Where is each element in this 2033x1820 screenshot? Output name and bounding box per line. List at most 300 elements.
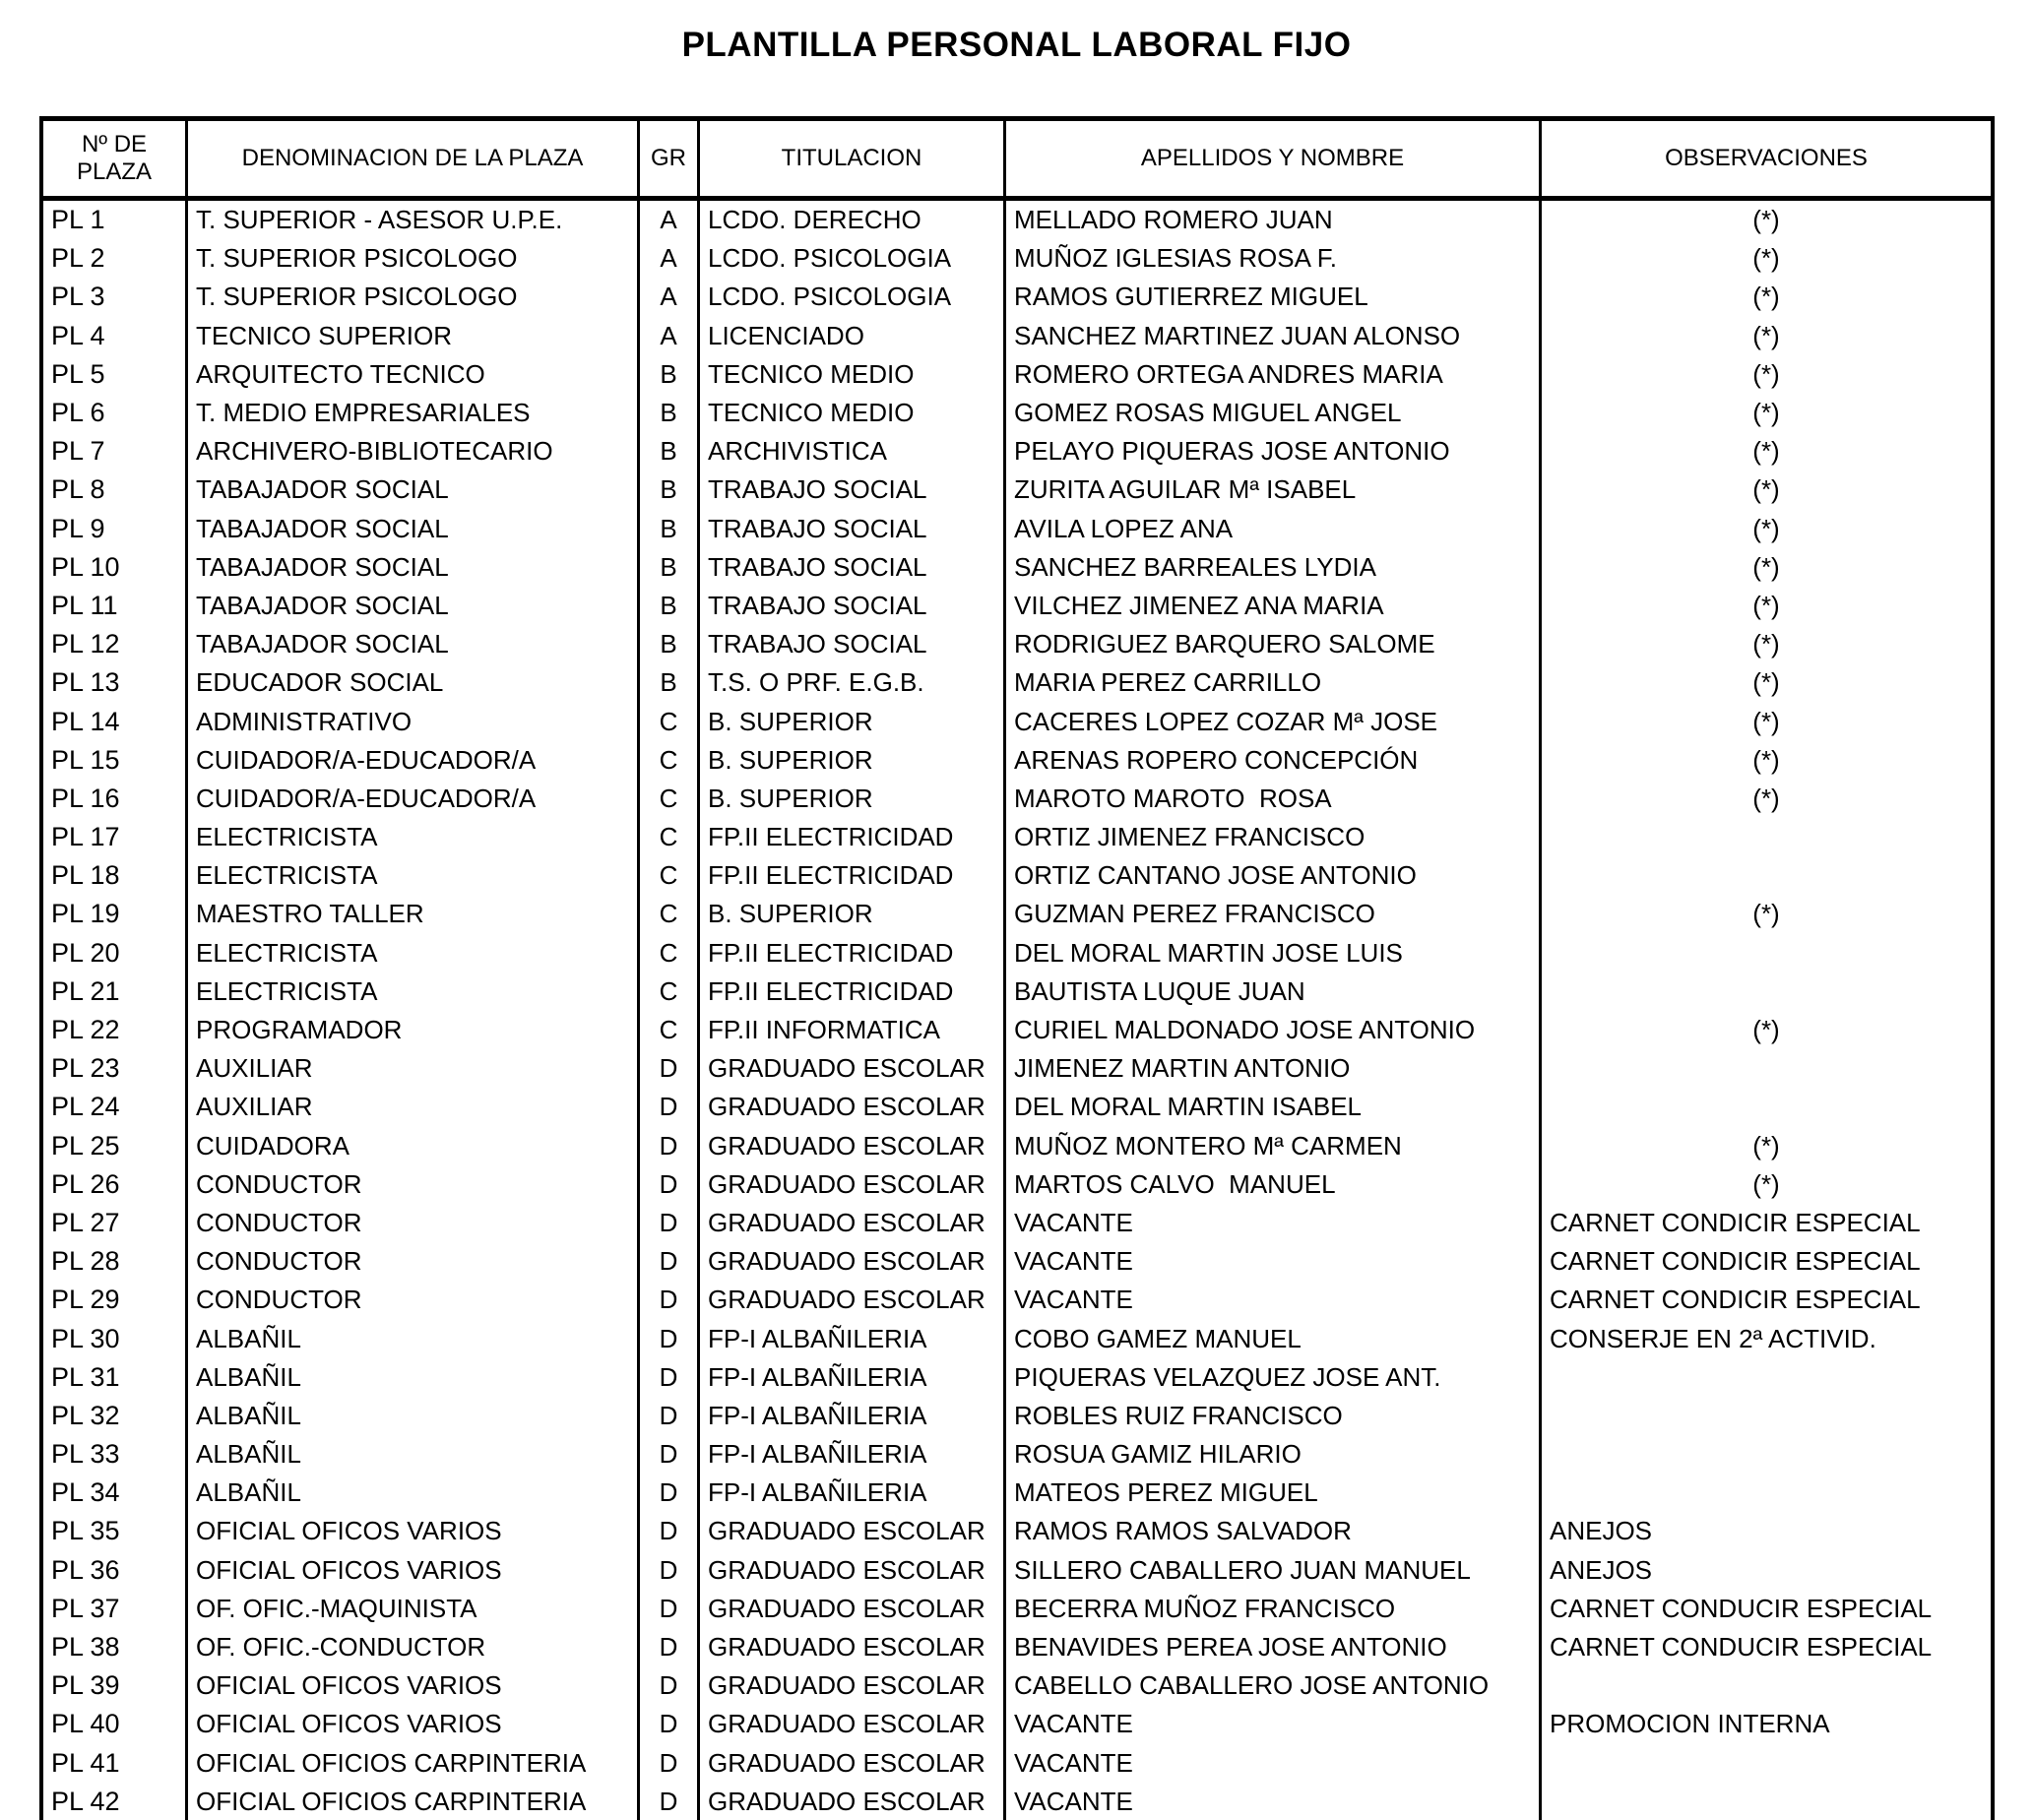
cell-nombre: ARENAS ROPERO CONCEPCIÓN <box>1006 741 1542 780</box>
cell-observaciones <box>1542 934 1991 973</box>
cell-nombre: COBO GAMEZ MANUEL <box>1006 1319 1542 1357</box>
cell-observaciones <box>1542 1666 1991 1705</box>
cell-titulacion: LCDO. DERECHO <box>700 201 1006 239</box>
table-row <box>43 1011 1991 1049</box>
cell-plaza: PL 24 <box>43 1088 188 1126</box>
cell-nombre: MUÑOZ MONTERO Mª CARMEN <box>1006 1127 1542 1165</box>
cell-nombre: SANCHEZ MARTINEZ JUAN ALONSO <box>1006 317 1542 355</box>
cell-plaza: PL 36 <box>43 1551 188 1590</box>
staff-table <box>39 116 1995 1820</box>
cell-nombre: PELAYO PIQUERAS JOSE ANTONIO <box>1006 432 1542 471</box>
table-row <box>43 1666 1991 1705</box>
cell-plaza: PL 7 <box>43 432 188 471</box>
cell-gr: D <box>640 1049 700 1088</box>
table-row <box>43 1165 1991 1204</box>
cell-denominacion: CONDUCTOR <box>188 1204 640 1242</box>
cell-titulacion: B. SUPERIOR <box>700 780 1006 818</box>
cell-denominacion: OFICIAL OFICIOS CARPINTERIA <box>188 1744 640 1783</box>
cell-observaciones: (*) <box>1752 629 1780 659</box>
table-row <box>43 818 1991 856</box>
cell-denominacion: PROGRAMADOR <box>188 1011 640 1049</box>
cell-denominacion: OF. OFIC.-CONDUCTOR <box>188 1628 640 1666</box>
cell-denominacion: CUIDADORA <box>188 1127 640 1165</box>
cell-observaciones <box>1542 1783 1991 1820</box>
cell-nombre: RODRIGUEZ BARQUERO SALOME <box>1006 625 1542 663</box>
table-row <box>43 1705 1991 1743</box>
cell-gr: D <box>640 1242 700 1281</box>
cell-titulacion: FP.II INFORMATICA <box>700 1011 1006 1049</box>
cell-denominacion: CUIDADOR/A-EDUCADOR/A <box>188 741 640 780</box>
cell-plaza: PL 25 <box>43 1127 188 1165</box>
table-row <box>43 355 1991 394</box>
cell-nombre: VACANTE <box>1006 1281 1542 1319</box>
cell-titulacion: TRABAJO SOCIAL <box>700 471 1006 509</box>
table-row <box>43 510 1991 548</box>
cell-titulacion: TECNICO MEDIO <box>700 355 1006 394</box>
cell-gr: B <box>640 394 700 432</box>
cell-gr: D <box>640 1590 700 1628</box>
table-row <box>43 1281 1991 1319</box>
cell-gr: B <box>640 625 700 663</box>
cell-titulacion: GRADUADO ESCOLAR <box>700 1165 1006 1204</box>
cell-titulacion: B. SUPERIOR <box>700 741 1006 780</box>
cell-plaza: PL 1 <box>43 201 188 239</box>
cell-nombre: BAUTISTA LUQUE JUAN <box>1006 973 1542 1011</box>
cell-nombre: VACANTE <box>1006 1204 1542 1242</box>
cell-denominacion: CONDUCTOR <box>188 1281 640 1319</box>
cell-titulacion: GRADUADO ESCOLAR <box>700 1666 1006 1705</box>
cell-gr: C <box>640 934 700 973</box>
table-row <box>43 856 1991 895</box>
cell-observaciones: CONSERJE EN 2ª ACTIVID. <box>1550 1323 1876 1353</box>
page-title: PLANTILLA PERSONAL LABORAL FIJO <box>681 26 1352 64</box>
cell-denominacion: OFICIAL OFICOS VARIOS <box>188 1705 640 1743</box>
cell-observaciones <box>1542 856 1991 895</box>
cell-nombre: ROSUA GAMIZ HILARIO <box>1006 1435 1542 1474</box>
cell-observaciones: (*) <box>1752 513 1780 543</box>
cell-nombre: RAMOS RAMOS SALVADOR <box>1006 1512 1542 1550</box>
table-row <box>43 1319 1991 1357</box>
cell-gr: B <box>640 663 700 702</box>
cell-denominacion: ELECTRICISTA <box>188 934 640 973</box>
cell-gr: D <box>640 1551 700 1590</box>
column-header-plaza: Nº DE PLAZA <box>43 121 188 196</box>
cell-observaciones: (*) <box>1752 282 1780 312</box>
cell-plaza: PL 38 <box>43 1628 188 1666</box>
cell-nombre: GUZMAN PEREZ FRANCISCO <box>1006 895 1542 933</box>
cell-nombre: MARIA PEREZ CARRILLO <box>1006 663 1542 702</box>
cell-denominacion: OFICIAL OFICIOS CARPINTERIA <box>188 1783 640 1820</box>
cell-gr: A <box>640 317 700 355</box>
cell-gr: A <box>640 201 700 239</box>
cell-titulacion: GRADUADO ESCOLAR <box>700 1628 1006 1666</box>
cell-titulacion: FP.II ELECTRICIDAD <box>700 973 1006 1011</box>
cell-plaza: PL 34 <box>43 1474 188 1512</box>
cell-observaciones: (*) <box>1752 398 1780 428</box>
cell-gr: A <box>640 239 700 278</box>
cell-plaza: PL 42 <box>43 1783 188 1820</box>
cell-nombre: MAROTO MAROTO ROSA <box>1006 780 1542 818</box>
table-row <box>43 973 1991 1011</box>
cell-denominacion: TABAJADOR SOCIAL <box>188 471 640 509</box>
table-row <box>43 471 1991 509</box>
cell-titulacion: LCDO. PSICOLOGIA <box>700 278 1006 316</box>
cell-nombre: SANCHEZ BARREALES LYDIA <box>1006 548 1542 587</box>
table-row <box>43 1628 1991 1666</box>
cell-denominacion: ELECTRICISTA <box>188 856 640 895</box>
cell-denominacion: TABAJADOR SOCIAL <box>188 587 640 625</box>
cell-observaciones: (*) <box>1752 590 1780 620</box>
table-row <box>43 1551 1991 1590</box>
cell-plaza: PL 37 <box>43 1590 188 1628</box>
cell-nombre: CACERES LOPEZ COZAR Mª JOSE <box>1006 702 1542 740</box>
cell-observaciones <box>1542 1049 1991 1088</box>
cell-titulacion: GRADUADO ESCOLAR <box>700 1705 1006 1743</box>
cell-observaciones: CARNET CONDICIR ESPECIAL <box>1550 1207 1921 1237</box>
cell-gr: C <box>640 818 700 856</box>
cell-observaciones: CARNET CONDUCIR ESPECIAL <box>1550 1593 1933 1623</box>
cell-titulacion: GRADUADO ESCOLAR <box>700 1204 1006 1242</box>
cell-gr: B <box>640 432 700 471</box>
cell-plaza: PL 2 <box>43 239 188 278</box>
cell-titulacion: TRABAJO SOCIAL <box>700 548 1006 587</box>
cell-titulacion: GRADUADO ESCOLAR <box>700 1512 1006 1550</box>
cell-nombre: ORTIZ JIMENEZ FRANCISCO <box>1006 818 1542 856</box>
table-row <box>43 278 1991 316</box>
cell-observaciones: PROMOCION INTERNA <box>1550 1709 1830 1739</box>
cell-nombre: MELLADO ROMERO JUAN <box>1006 201 1542 239</box>
cell-plaza: PL 17 <box>43 818 188 856</box>
cell-titulacion: FP-I ALBAÑILERIA <box>700 1474 1006 1512</box>
cell-gr: D <box>640 1666 700 1705</box>
cell-observaciones: ANEJOS <box>1550 1516 1653 1546</box>
cell-observaciones: CARNET CONDICIR ESPECIAL <box>1550 1285 1921 1315</box>
cell-nombre: GOMEZ ROSAS MIGUEL ANGEL <box>1006 394 1542 432</box>
cell-gr: D <box>640 1358 700 1397</box>
cell-denominacion: ELECTRICISTA <box>188 818 640 856</box>
cell-plaza: PL 5 <box>43 355 188 394</box>
cell-titulacion: GRADUADO ESCOLAR <box>700 1127 1006 1165</box>
cell-nombre: MATEOS PEREZ MIGUEL <box>1006 1474 1542 1512</box>
cell-gr: D <box>640 1744 700 1783</box>
table-row <box>43 317 1991 355</box>
cell-observaciones <box>1542 1358 1991 1397</box>
cell-gr: B <box>640 471 700 509</box>
cell-observaciones <box>1542 973 1991 1011</box>
table-row <box>43 934 1991 973</box>
cell-gr: D <box>640 1127 700 1165</box>
cell-plaza: PL 16 <box>43 780 188 818</box>
cell-gr: B <box>640 355 700 394</box>
cell-plaza: PL 41 <box>43 1744 188 1783</box>
cell-gr: D <box>640 1705 700 1743</box>
cell-denominacion: OFICIAL OFICOS VARIOS <box>188 1666 640 1705</box>
cell-nombre: DEL MORAL MARTIN JOSE LUIS <box>1006 934 1542 973</box>
cell-observaciones: (*) <box>1752 436 1780 467</box>
cell-gr: D <box>640 1165 700 1204</box>
cell-observaciones: CARNET CONDUCIR ESPECIAL <box>1550 1632 1933 1663</box>
table-row <box>43 702 1991 740</box>
cell-nombre: ORTIZ CANTANO JOSE ANTONIO <box>1006 856 1542 895</box>
cell-nombre: CABELLO CABALLERO JOSE ANTONIO <box>1006 1666 1542 1705</box>
cell-observaciones: (*) <box>1752 1130 1780 1161</box>
cell-plaza: PL 11 <box>43 587 188 625</box>
cell-titulacion: B. SUPERIOR <box>700 895 1006 933</box>
cell-titulacion: FP.II ELECTRICIDAD <box>700 856 1006 895</box>
cell-nombre: CURIEL MALDONADO JOSE ANTONIO <box>1006 1011 1542 1049</box>
cell-gr: C <box>640 973 700 1011</box>
cell-titulacion: FP-I ALBAÑILERIA <box>700 1435 1006 1474</box>
cell-gr: C <box>640 895 700 933</box>
cell-titulacion: FP-I ALBAÑILERIA <box>700 1397 1006 1435</box>
cell-titulacion: FP.II ELECTRICIDAD <box>700 934 1006 973</box>
cell-plaza: PL 30 <box>43 1319 188 1357</box>
cell-denominacion: AUXILIAR <box>188 1088 640 1126</box>
column-header-denominacion: DENOMINACION DE LA PLAZA <box>188 121 640 196</box>
table-row <box>43 548 1991 587</box>
cell-nombre: SILLERO CABALLERO JUAN MANUEL <box>1006 1551 1542 1590</box>
table-row <box>43 1474 1991 1512</box>
cell-denominacion: MAESTRO TALLER <box>188 895 640 933</box>
cell-gr: D <box>640 1435 700 1474</box>
cell-gr: D <box>640 1474 700 1512</box>
cell-gr: D <box>640 1204 700 1242</box>
column-header-titulacion: TITULACION <box>700 121 1006 196</box>
cell-titulacion: GRADUADO ESCOLAR <box>700 1049 1006 1088</box>
cell-nombre: ROMERO ORTEGA ANDRES MARIA <box>1006 355 1542 394</box>
cell-gr: C <box>640 1011 700 1049</box>
table-row <box>43 1127 1991 1165</box>
cell-denominacion: TABAJADOR SOCIAL <box>188 548 640 587</box>
cell-titulacion: FP-I ALBAÑILERIA <box>700 1319 1006 1357</box>
cell-observaciones: (*) <box>1752 783 1780 813</box>
cell-nombre: VACANTE <box>1006 1744 1542 1783</box>
cell-plaza: PL 14 <box>43 702 188 740</box>
cell-observaciones: (*) <box>1752 551 1780 582</box>
cell-gr: B <box>640 587 700 625</box>
cell-denominacion: T. MEDIO EMPRESARIALES <box>188 394 640 432</box>
cell-denominacion: ALBAÑIL <box>188 1474 640 1512</box>
cell-plaza: PL 8 <box>43 471 188 509</box>
cell-titulacion: TRABAJO SOCIAL <box>700 587 1006 625</box>
cell-nombre: JIMENEZ MARTIN ANTONIO <box>1006 1049 1542 1088</box>
cell-titulacion: FP-I ALBAÑILERIA <box>700 1358 1006 1397</box>
table-row <box>43 780 1991 818</box>
cell-plaza: PL 27 <box>43 1204 188 1242</box>
cell-plaza: PL 3 <box>43 278 188 316</box>
cell-denominacion: CONDUCTOR <box>188 1242 640 1281</box>
cell-gr: C <box>640 780 700 818</box>
cell-denominacion: ALBAÑIL <box>188 1358 640 1397</box>
cell-observaciones: (*) <box>1752 1015 1780 1045</box>
cell-denominacion: ALBAÑIL <box>188 1435 640 1474</box>
table-row <box>43 625 1991 663</box>
cell-titulacion: TECNICO MEDIO <box>700 394 1006 432</box>
cell-plaza: PL 9 <box>43 510 188 548</box>
cell-denominacion: TABAJADOR SOCIAL <box>188 625 640 663</box>
cell-titulacion: T.S. O PRF. E.G.B. <box>700 663 1006 702</box>
cell-nombre: VACANTE <box>1006 1242 1542 1281</box>
cell-observaciones: (*) <box>1752 667 1780 698</box>
table-row <box>43 1242 1991 1281</box>
cell-observaciones: (*) <box>1752 358 1780 389</box>
cell-plaza: PL 6 <box>43 394 188 432</box>
cell-denominacion: OF. OFIC.-MAQUINISTA <box>188 1590 640 1628</box>
cell-gr: D <box>640 1319 700 1357</box>
cell-plaza: PL 35 <box>43 1512 188 1550</box>
cell-plaza: PL 19 <box>43 895 188 933</box>
cell-plaza: PL 21 <box>43 973 188 1011</box>
cell-nombre: RAMOS GUTIERREZ MIGUEL <box>1006 278 1542 316</box>
cell-plaza: PL 33 <box>43 1435 188 1474</box>
cell-nombre: DEL MORAL MARTIN ISABEL <box>1006 1088 1542 1126</box>
cell-plaza: PL 20 <box>43 934 188 973</box>
cell-gr: D <box>640 1783 700 1820</box>
cell-plaza: PL 10 <box>43 548 188 587</box>
cell-observaciones: (*) <box>1752 243 1780 274</box>
cell-plaza: PL 4 <box>43 317 188 355</box>
cell-plaza: PL 31 <box>43 1358 188 1397</box>
cell-nombre: MUÑOZ IGLESIAS ROSA F. <box>1006 239 1542 278</box>
cell-observaciones: (*) <box>1752 320 1780 350</box>
cell-gr: D <box>640 1088 700 1126</box>
cell-denominacion: ADMINISTRATIVO <box>188 702 640 740</box>
cell-denominacion: ELECTRICISTA <box>188 973 640 1011</box>
cell-titulacion: LICENCIADO <box>700 317 1006 355</box>
cell-gr: A <box>640 278 700 316</box>
cell-titulacion: GRADUADO ESCOLAR <box>700 1281 1006 1319</box>
cell-nombre: ROBLES RUIZ FRANCISCO <box>1006 1397 1542 1435</box>
cell-plaza: PL 28 <box>43 1242 188 1281</box>
cell-gr: B <box>640 548 700 587</box>
cell-gr: D <box>640 1397 700 1435</box>
table-row <box>43 1358 1991 1397</box>
cell-titulacion: TRABAJO SOCIAL <box>700 625 1006 663</box>
cell-gr: B <box>640 510 700 548</box>
cell-gr: D <box>640 1281 700 1319</box>
cell-plaza: PL 26 <box>43 1165 188 1204</box>
cell-observaciones: ANEJOS <box>1550 1554 1653 1585</box>
table-row <box>43 1435 1991 1474</box>
table-header <box>43 121 1991 201</box>
cell-denominacion: CUIDADOR/A-EDUCADOR/A <box>188 780 640 818</box>
cell-observaciones <box>1542 1397 1991 1435</box>
cell-plaza: PL 22 <box>43 1011 188 1049</box>
cell-gr: D <box>640 1512 700 1550</box>
cell-nombre: PIQUERAS VELAZQUEZ JOSE ANT. <box>1006 1358 1542 1397</box>
cell-observaciones: (*) <box>1752 706 1780 736</box>
cell-nombre: BECERRA MUÑOZ FRANCISCO <box>1006 1590 1542 1628</box>
cell-denominacion: AUXILIAR <box>188 1049 640 1088</box>
cell-observaciones: CARNET CONDICIR ESPECIAL <box>1550 1246 1921 1277</box>
table-row <box>43 201 1991 239</box>
cell-titulacion: ARCHIVISTICA <box>700 432 1006 471</box>
cell-observaciones: (*) <box>1752 474 1780 505</box>
cell-observaciones: (*) <box>1752 205 1780 235</box>
cell-plaza: PL 13 <box>43 663 188 702</box>
cell-plaza: PL 29 <box>43 1281 188 1319</box>
table-row <box>43 1590 1991 1628</box>
cell-gr: D <box>640 1628 700 1666</box>
cell-denominacion: ALBAÑIL <box>188 1319 640 1357</box>
cell-plaza: PL 39 <box>43 1666 188 1705</box>
cell-nombre: BENAVIDES PEREA JOSE ANTONIO <box>1006 1628 1542 1666</box>
cell-nombre: VACANTE <box>1006 1705 1542 1743</box>
cell-plaza: PL 32 <box>43 1397 188 1435</box>
cell-denominacion: EDUCADOR SOCIAL <box>188 663 640 702</box>
cell-denominacion: T. SUPERIOR PSICOLOGO <box>188 239 640 278</box>
cell-titulacion: GRADUADO ESCOLAR <box>700 1242 1006 1281</box>
cell-denominacion: ARCHIVERO-BIBLIOTECARIO <box>188 432 640 471</box>
cell-gr: C <box>640 741 700 780</box>
cell-denominacion: TECNICO SUPERIOR <box>188 317 640 355</box>
cell-nombre: MARTOS CALVO MANUEL <box>1006 1165 1542 1204</box>
cell-denominacion: OFICIAL OFICOS VARIOS <box>188 1512 640 1550</box>
cell-plaza: PL 18 <box>43 856 188 895</box>
cell-observaciones <box>1542 1474 1991 1512</box>
table-row <box>43 663 1991 702</box>
cell-observaciones: (*) <box>1752 1168 1780 1199</box>
cell-nombre: VACANTE <box>1006 1783 1542 1820</box>
cell-titulacion: GRADUADO ESCOLAR <box>700 1088 1006 1126</box>
cell-plaza: PL 23 <box>43 1049 188 1088</box>
table-row <box>43 1088 1991 1126</box>
table-row <box>43 1049 1991 1088</box>
cell-denominacion: TABAJADOR SOCIAL <box>188 510 640 548</box>
table-body <box>43 201 1991 1820</box>
table-row <box>43 1744 1991 1783</box>
column-header-gr: GR <box>640 121 700 196</box>
cell-observaciones <box>1542 1744 1991 1783</box>
table-row <box>43 394 1991 432</box>
table-row <box>43 1512 1991 1550</box>
table-row <box>43 239 1991 278</box>
cell-titulacion: GRADUADO ESCOLAR <box>700 1783 1006 1820</box>
cell-nombre: ZURITA AGUILAR Mª ISABEL <box>1006 471 1542 509</box>
cell-plaza: PL 40 <box>43 1705 188 1743</box>
cell-titulacion: GRADUADO ESCOLAR <box>700 1590 1006 1628</box>
cell-denominacion: T. SUPERIOR - ASESOR U.P.E. <box>188 201 640 239</box>
cell-nombre: VILCHEZ JIMENEZ ANA MARIA <box>1006 587 1542 625</box>
table-row <box>43 741 1991 780</box>
cell-denominacion: ALBAÑIL <box>188 1397 640 1435</box>
cell-denominacion: CONDUCTOR <box>188 1165 640 1204</box>
cell-plaza: PL 15 <box>43 741 188 780</box>
cell-denominacion: ARQUITECTO TECNICO <box>188 355 640 394</box>
table-row <box>43 1204 1991 1242</box>
table-row <box>43 1397 1991 1435</box>
cell-observaciones <box>1542 818 1991 856</box>
cell-titulacion: GRADUADO ESCOLAR <box>700 1551 1006 1590</box>
cell-titulacion: GRADUADO ESCOLAR <box>700 1744 1006 1783</box>
table-row <box>43 895 1991 933</box>
column-header-observaciones: OBSERVACIONES <box>1665 145 1868 172</box>
cell-observaciones <box>1542 1435 1991 1474</box>
cell-nombre: AVILA LOPEZ ANA <box>1006 510 1542 548</box>
cell-denominacion: OFICIAL OFICOS VARIOS <box>188 1551 640 1590</box>
table-row <box>43 1783 1991 1820</box>
cell-gr: C <box>640 856 700 895</box>
table-row <box>43 432 1991 471</box>
cell-observaciones: (*) <box>1752 744 1780 775</box>
cell-titulacion: TRABAJO SOCIAL <box>700 510 1006 548</box>
cell-titulacion: FP.II ELECTRICIDAD <box>700 818 1006 856</box>
cell-denominacion: T. SUPERIOR PSICOLOGO <box>188 278 640 316</box>
column-header-nombre: APELLIDOS Y NOMBRE <box>1006 121 1542 196</box>
table-row <box>43 587 1991 625</box>
cell-titulacion: B. SUPERIOR <box>700 702 1006 740</box>
cell-observaciones: (*) <box>1752 899 1780 929</box>
